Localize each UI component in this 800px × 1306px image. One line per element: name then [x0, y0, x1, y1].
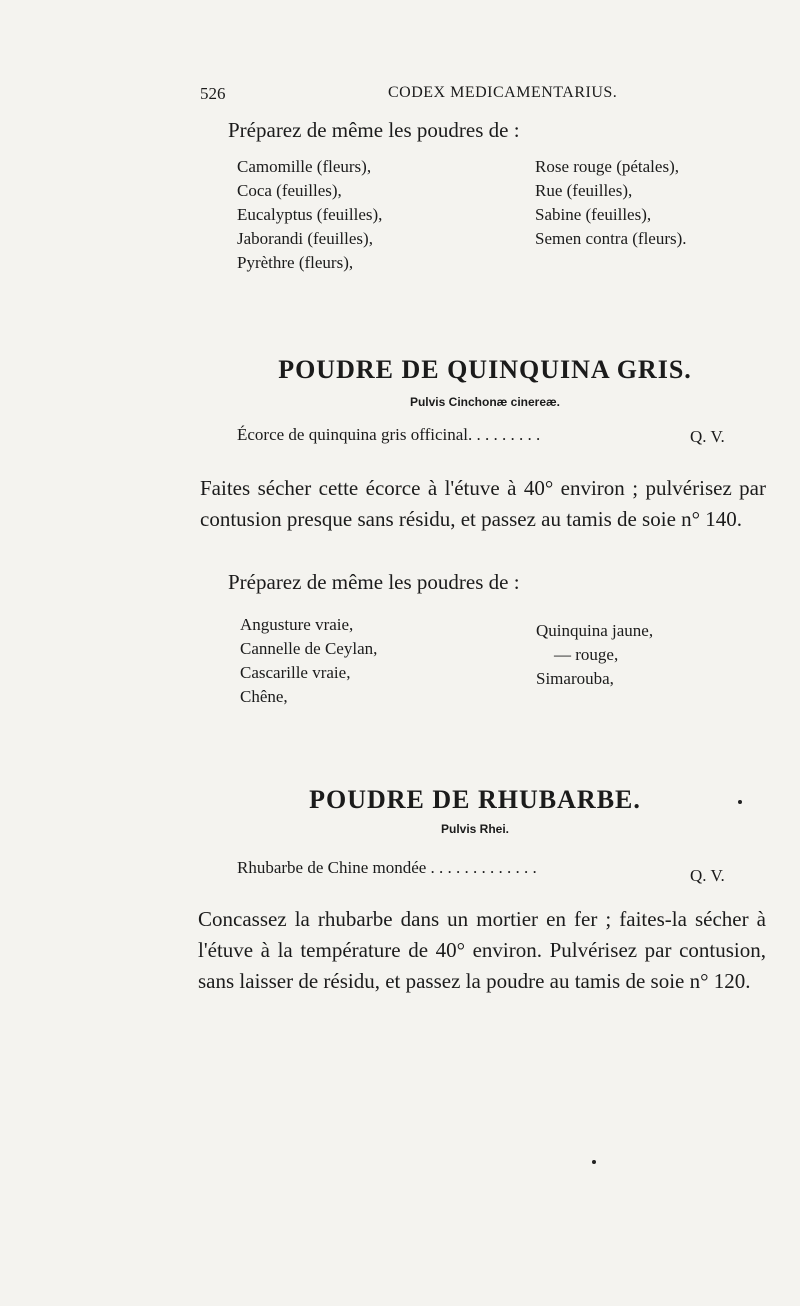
list-item: Quinquina jaune, — [536, 621, 654, 640]
latin-name: Pulvis Rhei. — [440, 822, 510, 836]
running-head — [200, 84, 770, 106]
section-intro: Préparez de même les poudres de : — [228, 118, 520, 142]
list-item: Rose rouge (pétales), — [535, 157, 679, 176]
list-item: Pyrèthre (fleurs), — [237, 253, 354, 272]
ingredient-line: Écorce de quinquina gris officinal. . . . . . . . . — [237, 425, 541, 444]
list-item: — rouge, — [554, 645, 619, 664]
print-speck — [738, 800, 742, 804]
left-powder-list — [240, 613, 377, 709]
section-intro: Préparez de même les poudres de : — [228, 570, 520, 594]
list-item: Simarouba, — [536, 669, 614, 688]
list-item: Sabine (feuilles), — [535, 205, 652, 224]
list-item: Angusture vraie, — [240, 615, 354, 634]
instruction-paragraph: Faites sécher cette écorce à l'étuve à 40° environ ; pulvérisez par contusion presque sans résidu, et passez au tamis de soie n° 140. — [200, 476, 766, 531]
latin-name: Pulvis Cinchonæ cinereæ. — [409, 395, 561, 409]
instruction-paragraph: Concassez la rhubarbe dans un mortier en fer ; faites-la sécher à l'étuve à la température de 40° environ. Pulvérisez par contusion, sans laisser de résidu, et passez la poudre au tamis de soie n° 120. — [198, 907, 766, 993]
list-item: Coca (feuilles), — [237, 181, 342, 200]
right-powder-list — [536, 619, 653, 691]
right-powder-list — [535, 155, 687, 251]
quantity-label: Q. V. — [690, 866, 725, 885]
list-item: Chêne, — [240, 687, 288, 706]
list-item: Eucalyptus (feuilles), — [237, 205, 383, 224]
page-number: 526 — [200, 84, 226, 103]
running-title: CODEX MEDICAMENTARIUS. — [388, 84, 618, 101]
list-item: Semen contra (fleurs). — [535, 229, 687, 248]
list-item: Cannelle de Ceylan, — [240, 639, 378, 658]
section-title: POUDRE DE QUINQUINA GRIS. — [278, 355, 692, 384]
section-title: POUDRE DE RHUBARBE. — [309, 785, 641, 814]
list-item: Jaborandi (feuilles), — [237, 229, 373, 248]
list-item: Cascarille vraie, — [240, 663, 351, 682]
ingredient-line: Rhubarbe de Chine mondée . . . . . . . . . . . . . — [237, 858, 537, 877]
print-speck — [592, 1160, 596, 1164]
quantity-label: Q. V. — [690, 427, 725, 446]
left-powder-list — [237, 155, 382, 275]
list-item: Rue (feuilles), — [535, 181, 633, 200]
list-item: Camomille (fleurs), — [237, 157, 372, 176]
